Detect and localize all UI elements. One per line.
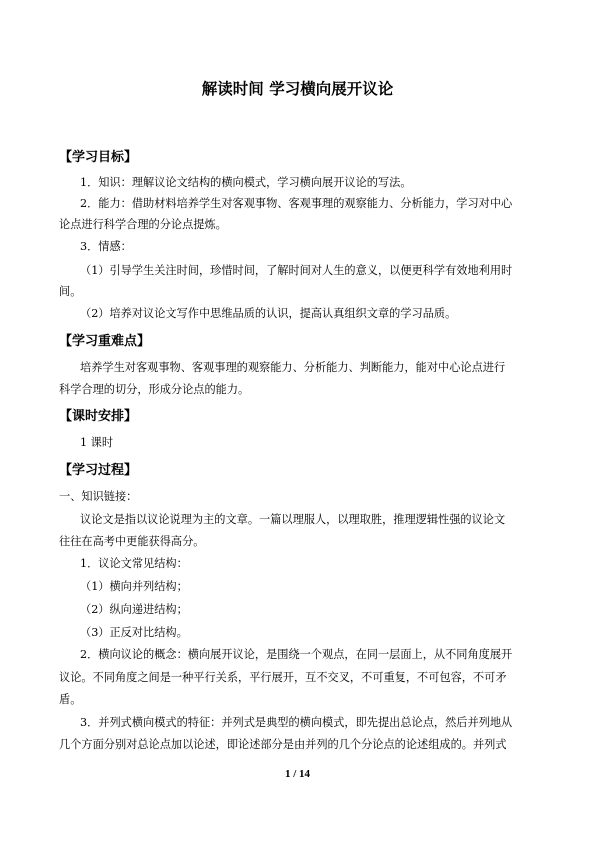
paragraph-line: 2．能力：借助材料培养学生对客观事物、客观事理的观察能力、分析能力，学习对中心: [80, 197, 513, 210]
paragraph-line: 议论。不同角度之间是一种平行关系，平行展开，互不交叉，不可重复，不可包容，不可矛: [59, 671, 507, 684]
heading-process: 【学习过程】: [59, 463, 138, 478]
paragraph-line: （1）横向并列结构；: [80, 580, 188, 593]
paragraph-line: （3）正反对比结构。: [80, 626, 188, 639]
paragraph-line: （2）纵向递进结构；: [80, 603, 188, 616]
page-number: 1 / 14: [284, 768, 311, 780]
document-title: 解读时间 学习横向展开议论: [201, 80, 394, 98]
paragraph-line: 2．横向议论的概念：横向展开议论，是围绕一个观点，在同一层面上，从不同角度展开: [80, 648, 513, 661]
heading-learning-goals: 【学习目标】: [59, 150, 138, 165]
paragraph-line: 几个方面分别对总论点加以论述，即论述部分是由并列的几个分论点的论述组成的。并列式: [59, 738, 507, 751]
paragraph-line: 盾。: [59, 693, 82, 706]
paragraph-line: 一、知识链接：: [59, 490, 138, 503]
paragraph-line: 1．议论文常见结构：: [80, 557, 188, 570]
paragraph-line: 科学合理的切分，形成分论点的能力。: [59, 383, 250, 396]
heading-schedule: 【课时安排】: [59, 409, 138, 424]
paragraph-line: 论点进行科学合理的分论点提炼。: [59, 218, 227, 231]
paragraph-line: （1）引导学生关注时间，珍惜时间，了解时间对人生的意义，以便更科学有效地利用时: [80, 264, 513, 277]
paragraph-line: 3．并列式横向模式的特征：并列式是典型的横向模式，即先提出总论点，然后并列地从: [80, 716, 513, 729]
paragraph-line: 培养学生对客观事物、客观事理的观察能力、分析能力、判断能力，能对中心论点进行: [80, 361, 506, 374]
paragraph-line: 间。: [59, 285, 82, 298]
heading-key-points: 【学习重难点】: [59, 334, 151, 349]
paragraph-line: （2）培养对议论文写作中思维品质的认识，提高认真组织文章的学习品质。: [80, 307, 457, 320]
paragraph-line: 往往在高考中更能获得高分。: [59, 535, 205, 548]
paragraph-line: 1 课时: [80, 436, 114, 449]
paragraph-line: 1．知识：理解议论文结构的横向模式，学习横向展开议论的写法。: [80, 176, 412, 189]
paragraph-line: 议论文是指以议论说理为主的文章。一篇以理服人，以理取胜，推理逻辑性强的议论文: [80, 513, 506, 526]
paragraph-line: 3．情感：: [80, 240, 132, 253]
